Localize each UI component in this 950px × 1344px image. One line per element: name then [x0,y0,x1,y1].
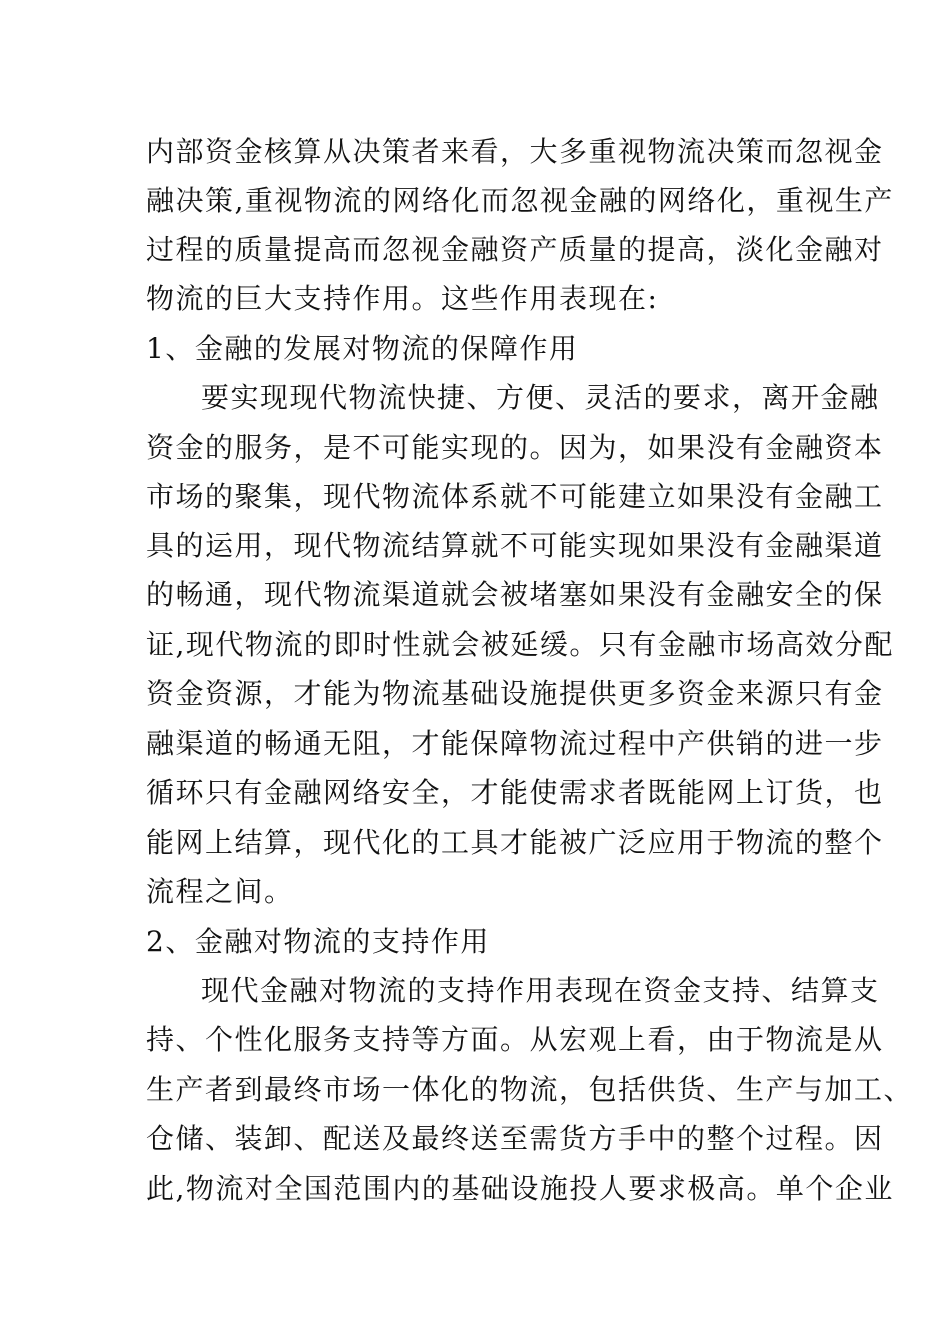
text-line: 仓储、装卸、配送及最终送至需货方手中的整个过程。因 [146,1122,884,1155]
text-line: 循环只有金融网络安全，才能使需求者既能网上订货，也 [146,776,884,809]
text-line: 资金的服务，是不可能实现的。因为，如果没有金融资本 [146,431,884,464]
text-line: 此,物流对全国范围内的基础设施投人要求极高。单个企业 [146,1172,894,1205]
section-heading-2: 2、金融对物流的支持作用 [146,925,490,958]
text-line: 要实现现代物流快捷、方便、灵活的要求，离开金融 [201,381,880,414]
text-line: 融决策,重视物流的网络化而忽视金融的网络化，重视生产 [146,184,894,217]
text-line: 物流的巨大支持作用。这些作用表现在: [146,282,659,315]
text-line: 流程之间。 [146,875,294,908]
text-line: 资金资源，才能为物流基础设施提供更多资金来源只有金 [146,677,884,710]
text-line: 融渠道的畅通无阻，才能保障物流过程中产供销的进一步 [146,727,884,760]
text-line: 内部资金核算从决策者来看，大多重视物流决策而忽视金 [146,135,884,168]
text-line: 生产者到最终市场一体化的物流，包括供货、生产与加工、 [146,1073,914,1106]
text-line: 市场的聚集，现代物流体系就不可能建立如果没有金融工 [146,480,884,513]
text-line: 具的运用，现代物流结算就不可能实现如果没有金融渠道 [146,529,884,562]
text-line: 的畅通，现代物流渠道就会被堵塞如果没有金融安全的保 [146,578,884,611]
text-line: 持、个性化服务支持等方面。从宏观上看，由于物流是从 [146,1023,884,1056]
text-line: 过程的质量提高而忽视金融资产质量的提高，淡化金融对 [146,233,884,266]
text-line: 证,现代物流的即时性就会被延缓。只有金融市场高效分配 [146,628,894,661]
text-line: 现代金融对物流的支持作用表现在资金支持、结算支 [201,974,880,1007]
text-line: 能网上结算，现代化的工具才能被广泛应用于物流的整个 [146,826,884,859]
section-heading-1: 1、金融的发展对物流的保障作用 [146,332,579,365]
